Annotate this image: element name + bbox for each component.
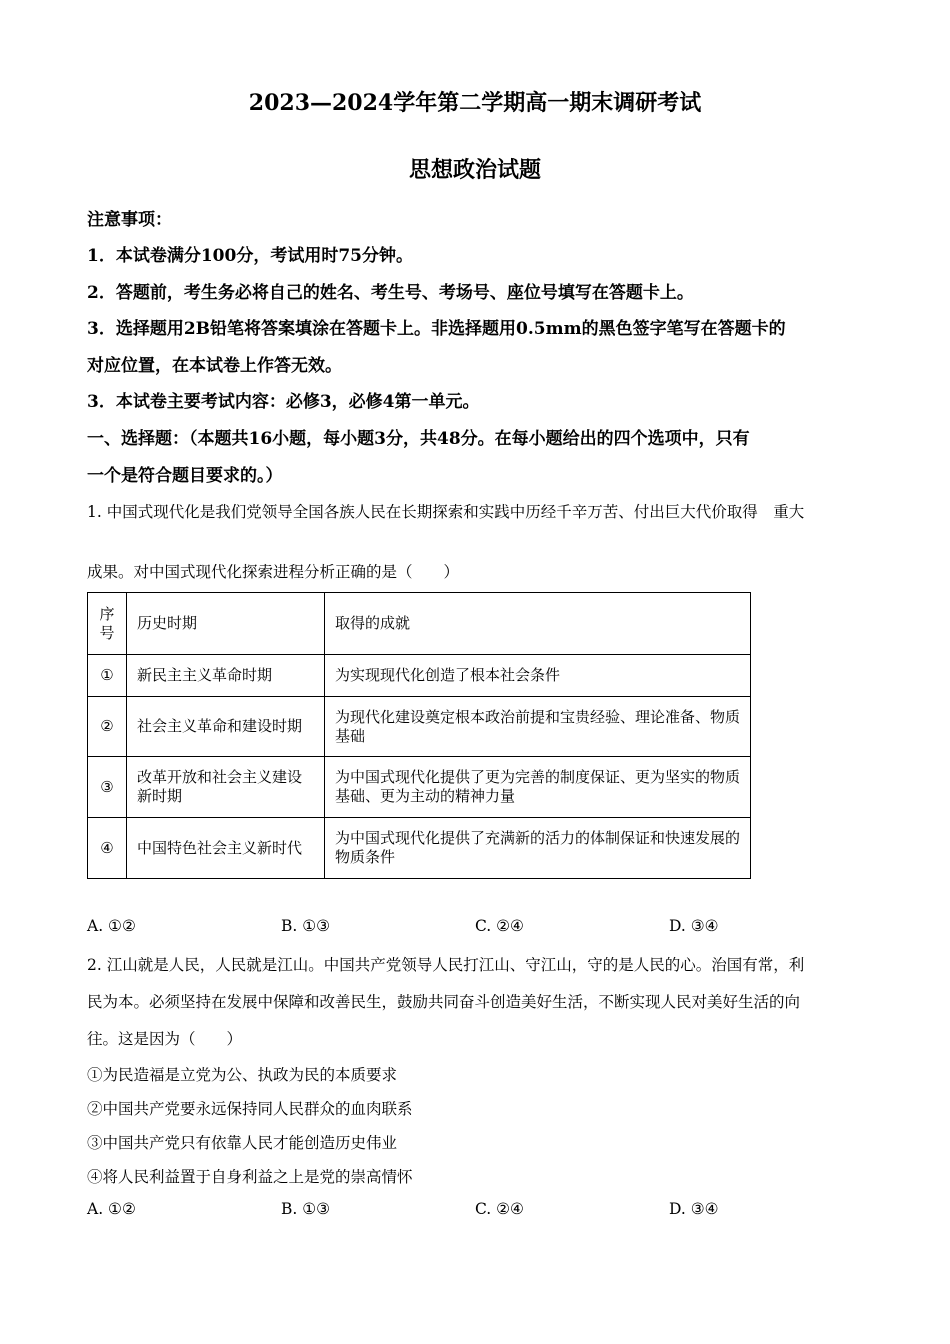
note-item: 3．本试卷主要考试内容：必修3，必修4第一单元。: [87, 392, 480, 412]
table-cell: ④: [88, 818, 127, 879]
q1-option-a[interactable]: A. ①②: [87, 917, 136, 935]
table-cell: 新民主主义革命时期: [127, 655, 325, 697]
q2-option-b[interactable]: B. ①③: [281, 1200, 331, 1218]
question-1-stem-cont: 成果。对中国式现代化探索进程分析正确的是（ ）: [87, 563, 460, 581]
history-table: [87, 592, 751, 879]
exam-subtitle: 思想政治试题: [408, 157, 541, 183]
table-cell: ①: [88, 655, 127, 697]
q1-option-d[interactable]: D. ③④: [669, 917, 719, 935]
question-2-stem-cont: 民为本。必须坚持在发展中保障和改善民生，鼓励共同奋斗创造美好生活，不断实现人民对美好生活的向: [87, 993, 801, 1011]
table-cell: 历史时期: [127, 593, 325, 655]
table-cell: 中国特色社会主义新时代: [127, 818, 325, 879]
table-cell: 为中国式现代化提供了更为完善的制度保证、更为坚实的物质基础、更为主动的精神力量: [325, 757, 751, 818]
table-header-row: [88, 593, 751, 655]
table-row: [88, 757, 751, 818]
q2-statement: ③中国共产党只有依靠人民才能创造历史伟业: [87, 1134, 398, 1152]
q1-option-b[interactable]: B. ①③: [281, 917, 331, 935]
question-2-stem-cont: 往。这是因为（ ）: [87, 1030, 243, 1048]
note-item: 3．选择题用2B铅笔将答案填涂在答题卡上。非选择题用0.5mm的黑色签字笔写在答题卡的: [87, 319, 786, 339]
table-cell: 为现代化建设奠定根本政治前提和宝贵经验、理论准备、物质基础: [325, 697, 751, 757]
table-cell: 社会主义革命和建设时期: [127, 697, 325, 757]
q2-option-d[interactable]: D. ③④: [669, 1200, 719, 1218]
q2-statement: ④将人民利益置于自身利益之上是党的崇高情怀: [87, 1168, 413, 1186]
table-cell: ②: [88, 697, 127, 757]
q2-option-c[interactable]: C. ②④: [475, 1200, 524, 1218]
table-cell: 为实现现代化创造了根本社会条件: [325, 655, 751, 697]
table-row: [88, 818, 751, 879]
question-2-stem: 2. 江山就是人民，人民就是江山。中国共产党领导人民打江山、守江山，守的是人民的心。治国有常，利: [87, 956, 805, 974]
table-cell: 取得的成就: [325, 593, 751, 655]
q2-statement: ①为民造福是立党为公、执政为民的本质要求: [87, 1066, 398, 1084]
table-cell: 为中国式现代化提供了充满新的活力的体制保证和快速发展的物质条件: [325, 818, 751, 879]
table-cell: 改革开放和社会主义建设新时期: [127, 757, 325, 818]
table-cell: 序号: [88, 593, 127, 655]
q2-option-a[interactable]: A. ①②: [87, 1200, 136, 1218]
note-item: 2．答题前，考生务必将自己的姓名、考生号、考场号、座位号填写在答题卡上。: [87, 283, 694, 303]
table-row: [88, 655, 751, 697]
q2-statement: ②中国共产党要永远保持同人民群众的血肉联系: [87, 1100, 413, 1118]
question-1-stem: 1. 中国式现代化是我们党领导全国各族人民在长期探索和实践中历经千辛万苦、付出巨大代价取得 重大: [87, 503, 805, 521]
section-heading: 一、选择题：（本题共16小题，每小题3分，共48分。在每小题给出的四个选项中，只有: [87, 429, 750, 449]
note-item: 1．本试卷满分100分，考试用时75分钟。: [87, 246, 413, 266]
section-heading-cont: 一个是符合题目要求的。）: [87, 466, 283, 486]
q1-option-c[interactable]: C. ②④: [475, 917, 524, 935]
note-item: 对应位置，在本试卷上作答无效。: [87, 356, 342, 376]
table-row: [88, 697, 751, 757]
exam-title: 2023—2024学年第二学期高一期末调研考试: [248, 90, 702, 116]
table-cell: ③: [88, 757, 127, 818]
notes-heading: 注意事项：: [87, 210, 172, 230]
